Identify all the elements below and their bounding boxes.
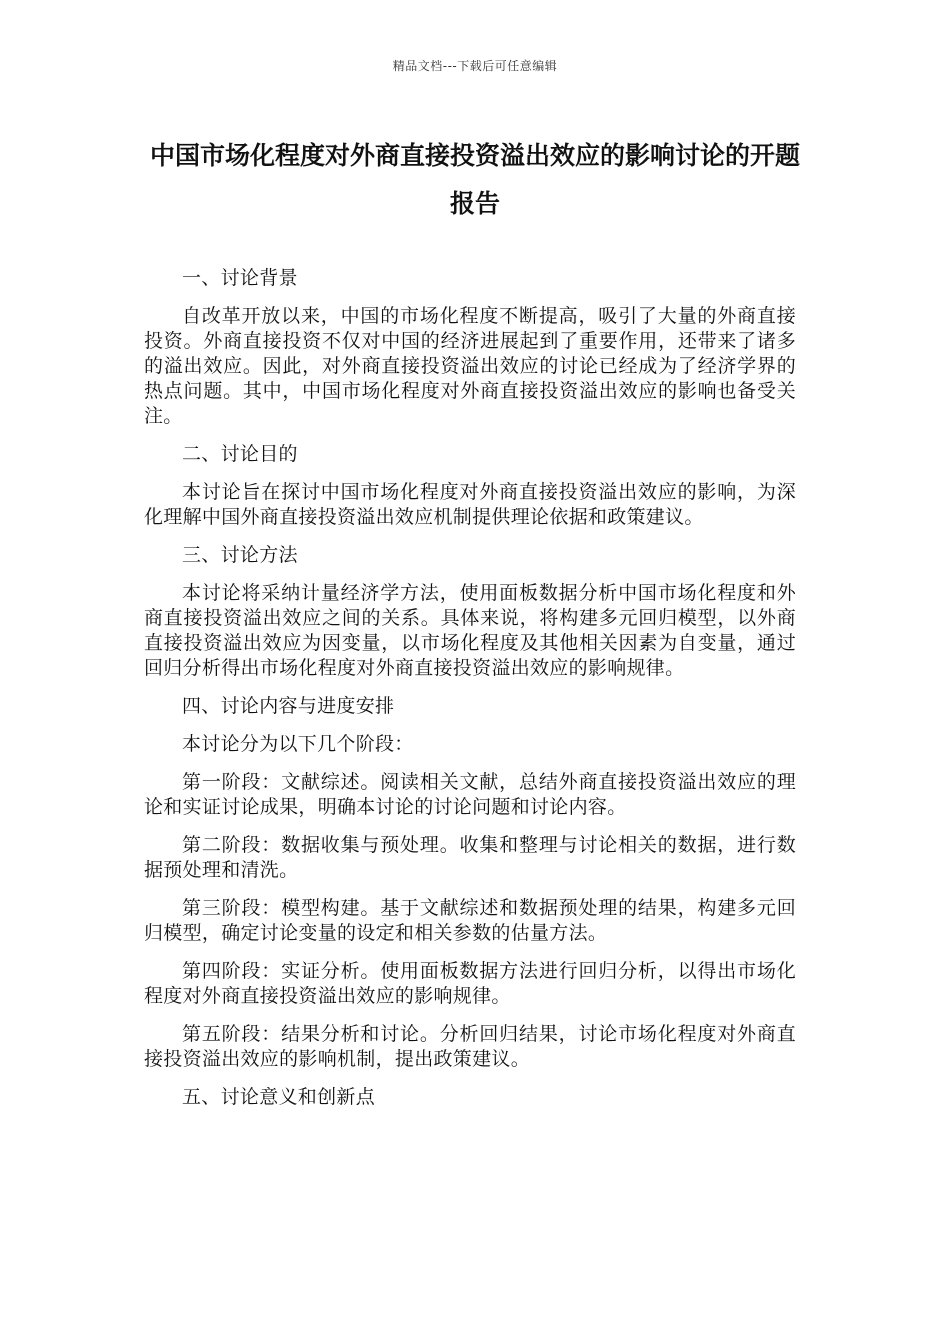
paragraph-stage-3: 第三阶段：模型构建。基于文献综述和数据预处理的结果，构建多元回归模型，确定讨论变量的设定和相关参数的估量方法。 (144, 897, 796, 944)
section-heading-purpose: 二、讨论目的 (182, 443, 298, 465)
document-title: 中国市场化程度对外商直接投资溢出效应的影响讨论的开题报告 (149, 141, 800, 218)
paragraph-stage-1: 第一阶段：文献综述。阅读相关文献，总结外商直接投资溢出效应的理论和实证讨论成果，明确本讨论的讨论问题和讨论内容。 (144, 771, 796, 818)
paragraph-purpose: 本讨论旨在探讨中国市场化程度对外商直接投资溢出效应的影响，为深化理解中国外商直接投资溢出效应机制提供理论依据和政策建议。 (144, 481, 796, 528)
document-body (144, 266, 796, 1123)
header-note: 精品文档---下载后可任意编辑 (392, 59, 558, 73)
section-heading-background: 一、讨论背景 (182, 267, 298, 289)
paragraph-stage-4: 第四阶段：实证分析。使用面板数据方法进行回归分析，以得出市场化程度对外商直接投资溢出效应的影响规律。 (144, 960, 796, 1007)
paragraph-stages-intro: 本讨论分为以下几个阶段： (182, 733, 414, 755)
paragraph-method: 本讨论将采纳计量经济学方法，使用面板数据分析中国市场化程度和外商直接投资溢出效应之间的关系。具体来说，将构建多元回归模型，以外商直接投资溢出效应为因变量，以市场化程度及其他相关因素为自变量，通过回归分析得出市场化程度对外商直接投资溢出效应的影响规律。 (144, 582, 796, 679)
paragraph-stage-2: 第二阶段：数据收集与预处理。收集和整理与讨论相关的数据，进行数据预处理和清洗。 (144, 834, 796, 881)
section-heading-content-schedule: 四、讨论内容与进度安排 (182, 695, 395, 717)
paragraph-stage-5: 第五阶段：结果分析和讨论。分析回归结果，讨论市场化程度对外商直接投资溢出效应的影响机制，提出政策建议。 (144, 1023, 796, 1070)
section-heading-method: 三、讨论方法 (182, 544, 298, 566)
section-heading-significance: 五、讨论意义和创新点 (182, 1086, 376, 1108)
paragraph-background: 自改革开放以来，中国的市场化程度不断提高，吸引了大量的外商直接投资。外商直接投资不仅对中国的经济进展起到了重要作用，还带来了诸多的溢出效应。因此，对外商直接投资溢出效应的讨论已经成为了经济学界的热点问题。其中，中国市场化程度对外商直接投资溢出效应的影响也备受关注。 (144, 305, 796, 427)
